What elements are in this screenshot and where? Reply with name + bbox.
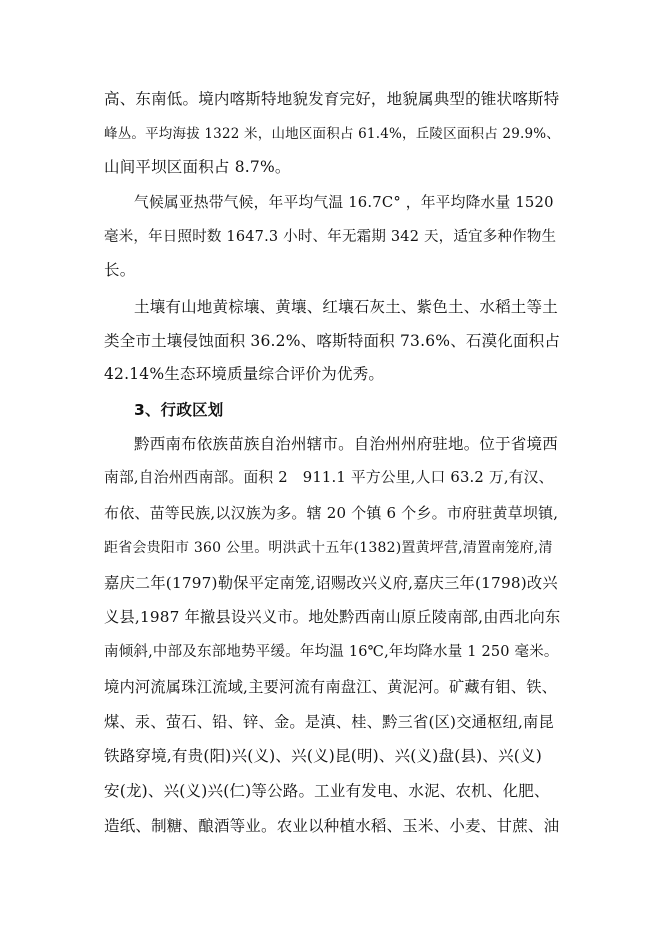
paragraph-line: 安(龙)、兴(义)兴(仁)等公路。工业有发电、水泥、农机、化肥、 — [104, 782, 550, 800]
paragraph-line: 造纸、制糖、酿酒等业。农业以种植水稻、玉米、小麦、甘蔗、油 — [104, 817, 560, 835]
paragraph-line: 类全市土壤侵蚀面积 36.2%、喀斯特面积 73.6%、石漠化面积占 — [104, 332, 561, 350]
paragraph-line: 42.14%生态环境质量综合评价为优秀。 — [104, 365, 385, 383]
paragraph-line: 黔西南布依族苗族自治州辖市。自治州州府驻地。位于省境西 — [134, 435, 558, 453]
paragraph-line: 土壤有山地黄棕壤、黄壤、红壤石灰土、紫色土、水稻土等土 — [134, 298, 558, 316]
paragraph-line: 煤、汞、萤石、铅、锌、金。是滇、桂、黔三省(区)交通枢纽,南昆 — [104, 713, 554, 731]
paragraph-line: 毫米，年日照时数 1647.3 小时、年无霜期 342 天，适宜多种作物生 — [104, 229, 557, 245]
paragraph-line: 峰丛。平均海拔 1322 米，山地区面积占 61.4%，丘陵区面积占 29.9%、 — [104, 126, 560, 142]
paragraph-line: 嘉庆二年(1797)勒保平定南笼,诏赐改兴义府,嘉庆三年(1798)改兴 — [104, 574, 558, 592]
paragraph-line: 铁路穿境,有贵(阳)兴(义)、兴(义)昆(明)、兴(义)盘(县)、兴(义) — [104, 747, 542, 765]
section-heading: 3、行政区划 — [134, 401, 224, 419]
paragraph-line: 高、东南低。境内喀斯特地貌发育完好，地貌属典型的锥状喀斯特 — [104, 90, 560, 108]
paragraph-line: 气候属亚热带气候，年平均气温 16.7C° ，年平均降水量 1520 — [134, 194, 554, 211]
paragraph-line: 山间平坝区面积占 8.7%。 — [104, 158, 291, 176]
paragraph-line: 南倾斜,中部及东部地势平缓。年均温 16℃,年均降水量 1 250 毫米。 — [104, 644, 559, 660]
paragraph-line: 义县,1987 年撤县设兴义市。地处黔西南山原丘陵南部,由西北向东 — [104, 608, 561, 626]
paragraph-line: 南部,自治州西南部。面积 2 911.1 平方公里,人口 63.2 万,有汉、 — [104, 469, 554, 486]
paragraph-line: 长。 — [104, 261, 136, 279]
paragraph-line: 布依、苗等民族,以汉族为多。辖 20 个镇 6 个乡。市府驻黄草坝镇, — [104, 504, 559, 522]
paragraph-line: 距省会贵阳市 360 公里。明洪武十五年(1382)置黄坪营,清置南笼府,清 — [104, 540, 553, 556]
paragraph-line: 境内河流属珠江流域,主要河流有南盘江、黄泥河。矿藏有钼、铁、 — [104, 678, 558, 696]
